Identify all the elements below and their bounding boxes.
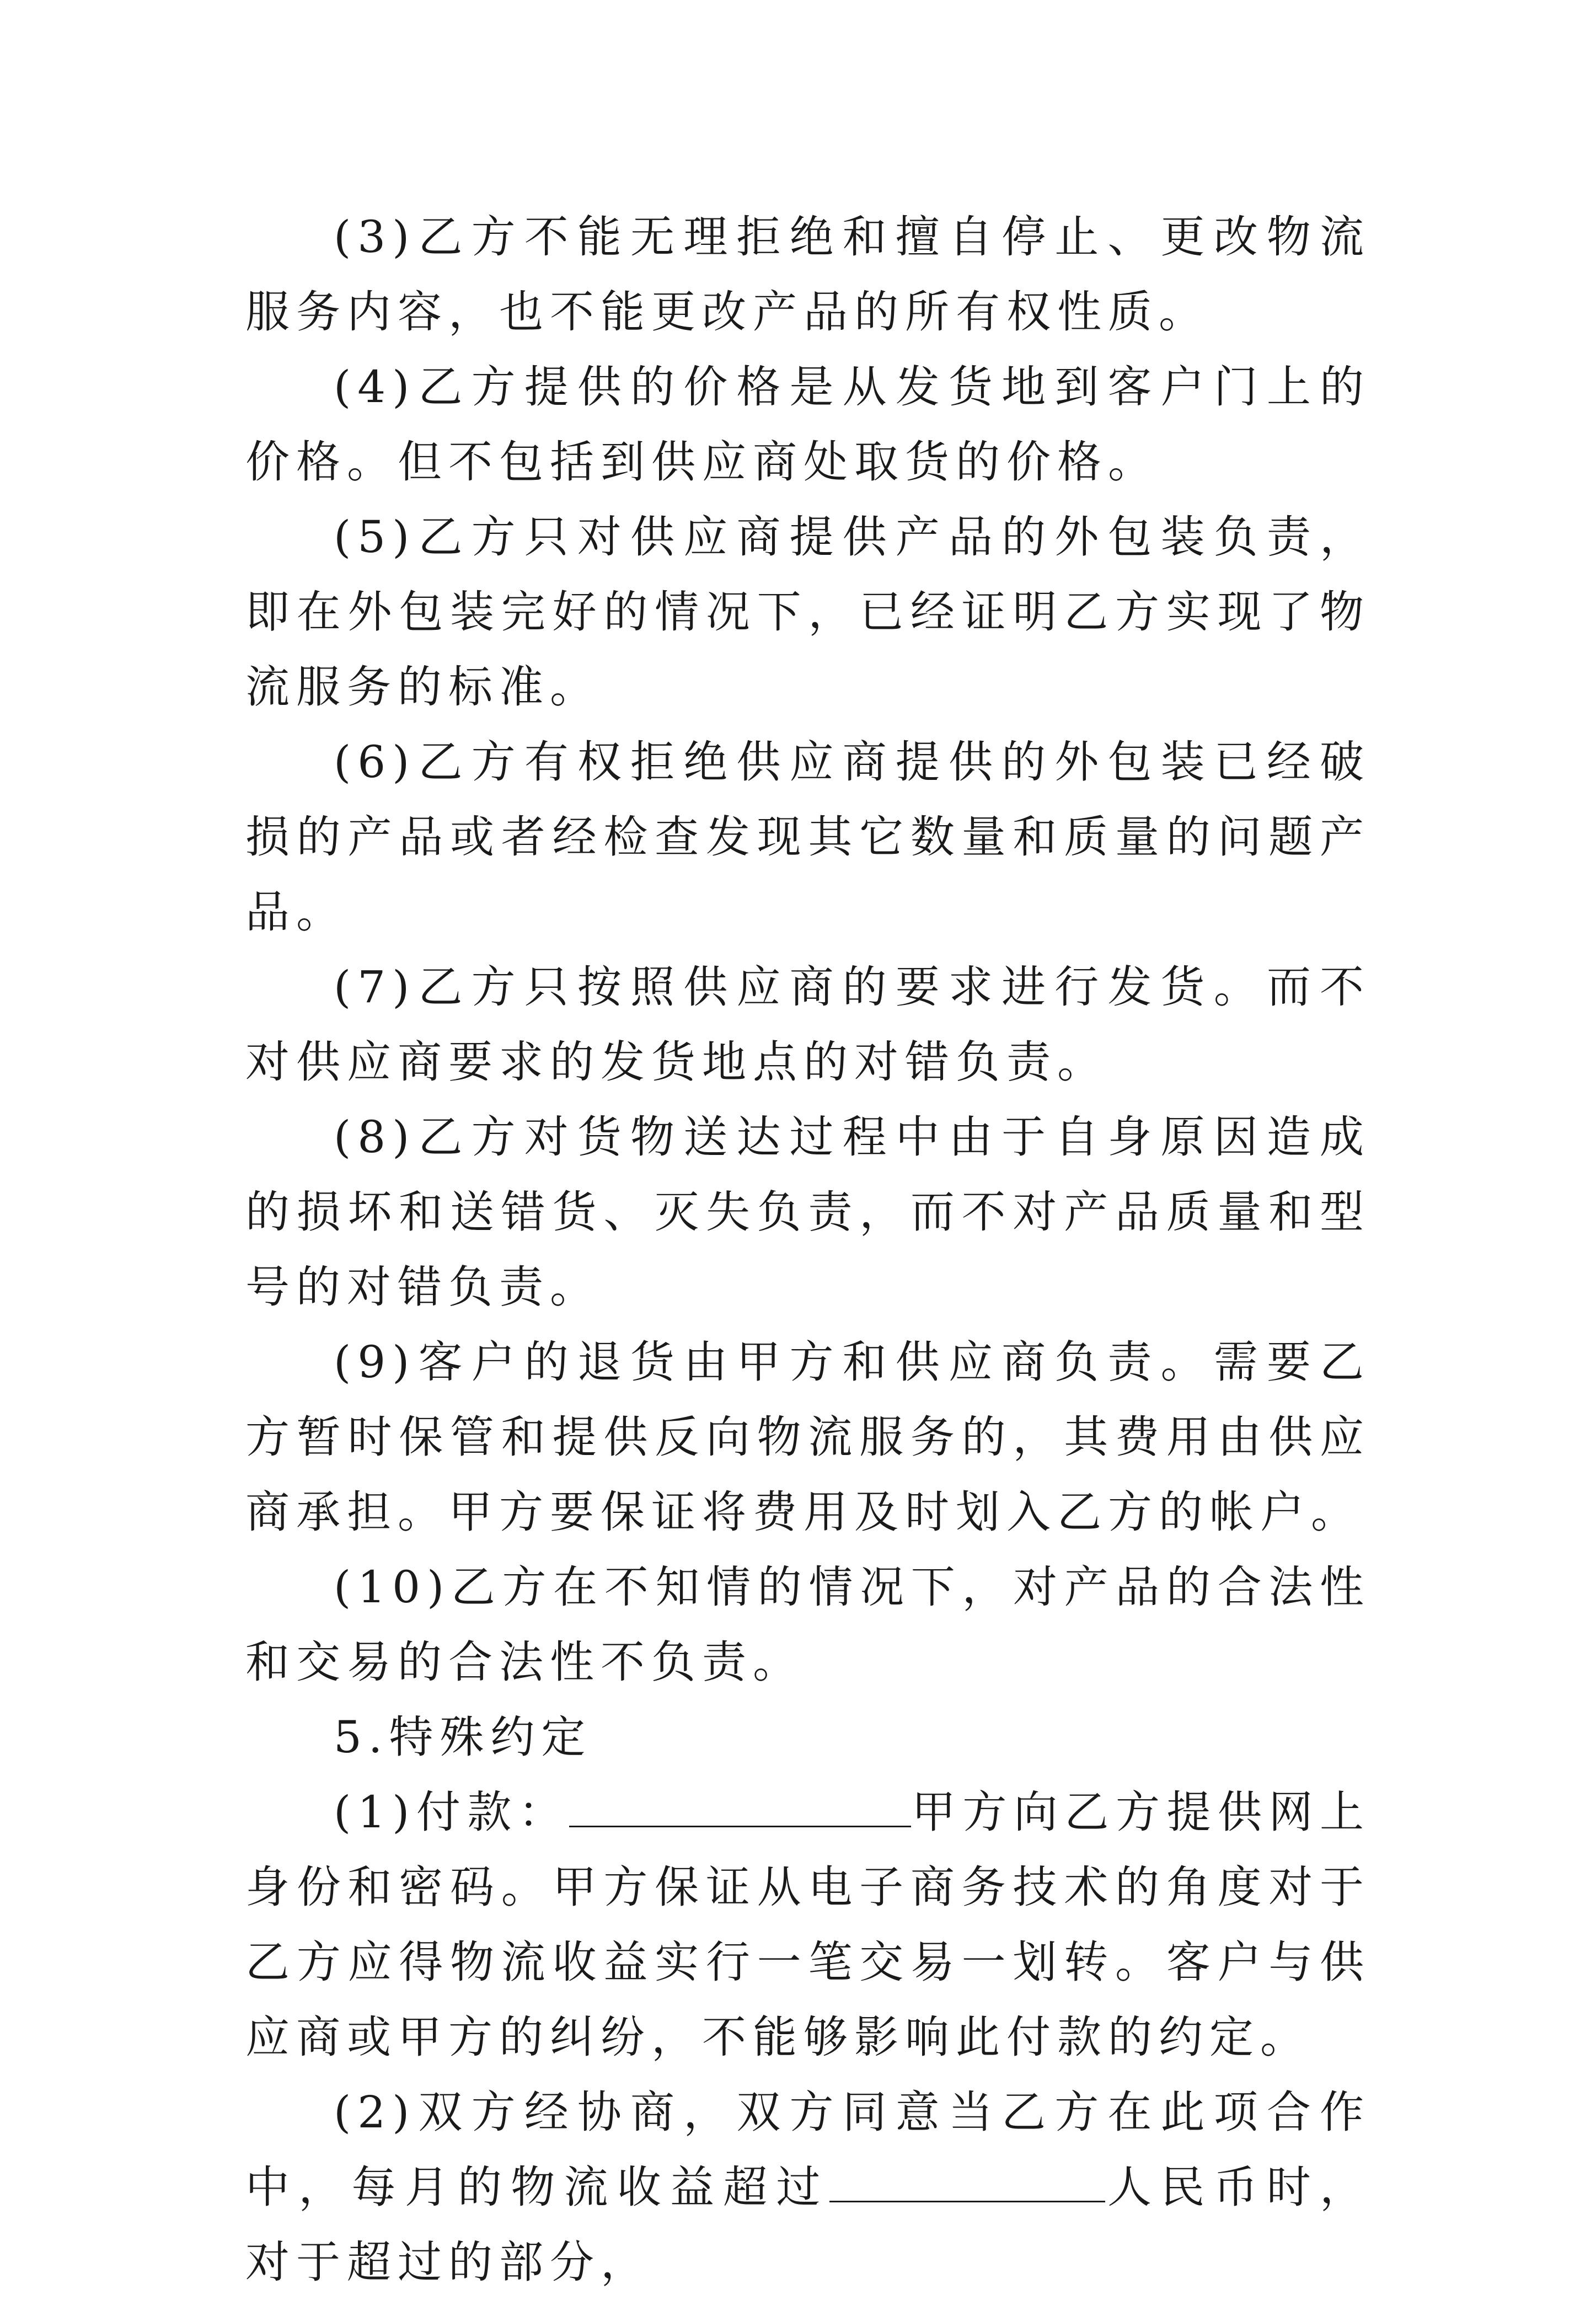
clause-10: (10)乙方在不知情的情况下，对产品的合法性和交易的合法性不负责。 [245,1561,1370,1688]
clause-3: (3)乙方不能无理拒绝和擅自停止、更改物流服务内容，也不能更改产品的所有权性质。 [245,211,1370,338]
special-term-1-payment [245,1775,1370,2075]
document-page [245,200,1370,2300]
payment-rest-text: 甲方向乙方提供网上身份和密码。甲方保证从电子商务技术的角度对于乙方应得物流收益实行一笔交易一划转。客户与供应商或甲方的纠纷，不能够影响此付款的约定。 [245,1786,1370,2063]
payment-blank-field[interactable] [569,1786,911,1827]
revenue-amount-blank-field[interactable] [829,2161,1105,2202]
payment-lead-text: (1)付款： [334,1786,570,1838]
revenue-lead-text: (2)双方经协商，双方同意当乙方在此项合作中，每月的物流收益超过 [245,2087,1370,2213]
clause-8: (8)乙方对货物送达过程中由于自身原因造成的损坏和送错货、灭失负责，而不对产品质量和型号的对错负责。 [245,1111,1370,1313]
section-heading-special-terms: 5.特殊约定 [334,1711,592,1763]
clause-4: (4)乙方提供的价格是从发货地到客户门上的价格。但不包括到供应商处取货的价格。 [245,361,1370,488]
clause-6: (6)乙方有权拒绝供应商提供的外包装已经破损的产品或者经检查发现其它数量和质量的问题产品。 [245,736,1370,938]
revenue-rest-text: 人民币时，对于超过的部分， [245,2162,1370,2288]
clause-7: (7)乙方只按照供应商的要求进行发货。而不对供应商要求的发货地点的对错负责。 [245,961,1370,1088]
clause-5: (5)乙方只对供应商提供产品的外包装负责，即在外包装完好的情况下，已经证明乙方实现了物流服务的标准。 [245,511,1370,713]
special-term-2-revenue [245,2075,1370,2300]
clause-9: (9)客户的退货由甲方和供应商负责。需要乙方暂时保管和提供反向物流服务的，其费用由供应商承担。甲方要保证将费用及时划入乙方的帐户。 [245,1336,1370,1538]
